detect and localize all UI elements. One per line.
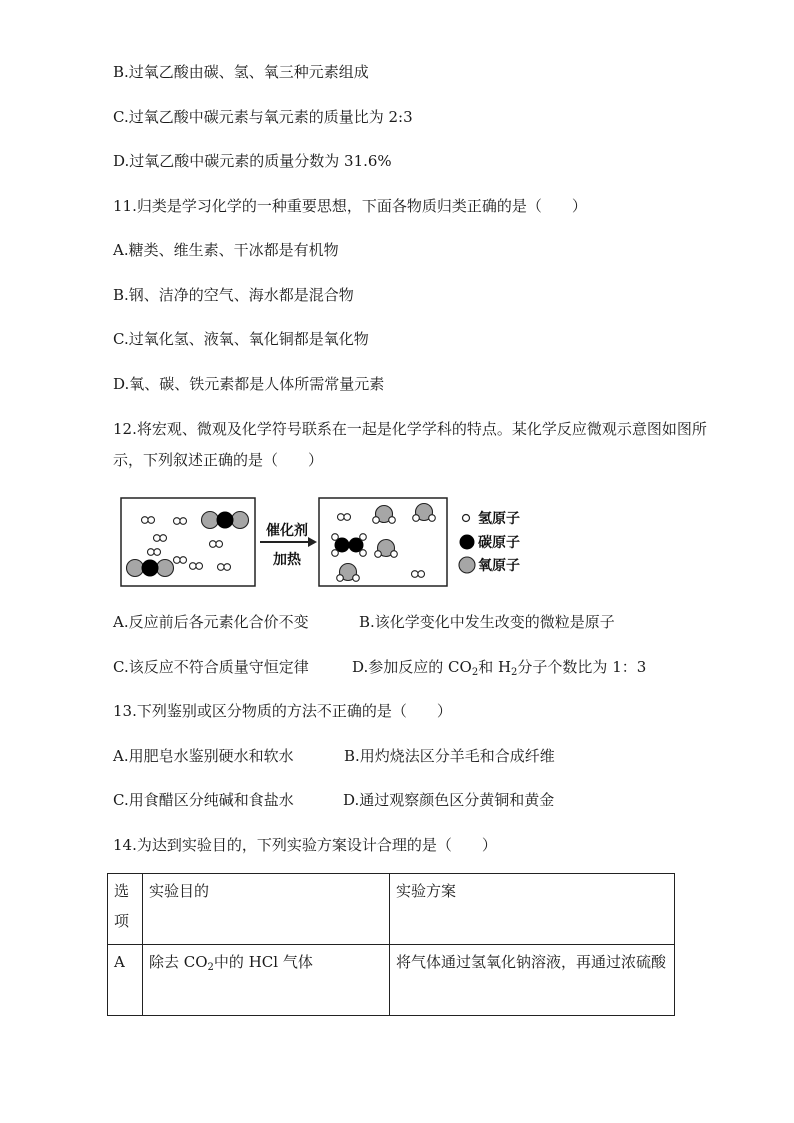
legend-hydrogen-icon	[463, 515, 470, 522]
table-row	[108, 945, 675, 1016]
q13-options-cd	[113, 789, 713, 811]
q12-option-a: A.反应前后各元素化合价不变	[113, 613, 309, 631]
q10-option-c: C.过氧乙酸中碳元素与氧元素的质量比为 2:3	[113, 108, 413, 126]
arrow-label-catalyst: 催化剂	[266, 523, 308, 539]
header-purpose: 实验目的	[143, 874, 390, 945]
q11-option-b: B.钢、洁净的空气、海水都是混合物	[113, 286, 354, 304]
row-a-purpose: 除去 $CO_2$中的 HCl 气体	[143, 945, 390, 1016]
q13-stem: 13.下列鉴别或区分物质的方法不正确的是（ ）	[113, 702, 452, 720]
arrow-label-heat: 加热	[273, 552, 301, 568]
q12-options-cd	[113, 656, 713, 678]
q10-option-b: B.过氧乙酸由碳、氢、氧三种元素组成	[113, 63, 369, 81]
q13-option-b: B.用灼烧法区分羊毛和合成纤维	[344, 747, 555, 765]
legend-carbon-icon	[460, 535, 475, 550]
q13-option-a: A.用肥皂水鉴别硬水和软水	[113, 747, 294, 765]
q10-option-d: D.过氧乙酸中碳元素的质量分数为 31.6%	[113, 152, 392, 170]
legend-oxygen-icon	[459, 557, 475, 573]
legend-hydrogen-label: 氢原子	[478, 511, 520, 527]
legend	[459, 510, 520, 574]
legend-carbon-label: 碳原子	[478, 535, 520, 551]
q13-options-ab	[113, 745, 713, 767]
reaction-diagram	[120, 496, 540, 590]
q11-option-c: C.过氧化氢、液氧、氧化铜都是氧化物	[113, 330, 369, 348]
experiment-table	[107, 873, 675, 1016]
legend-oxygen-label: 氧原子	[478, 558, 520, 574]
header-option: 选项	[108, 874, 143, 945]
q14-stem: 14.为达到实验目的，下列实验方案设计合理的是（ ）	[113, 836, 497, 854]
table-header-row	[108, 874, 675, 945]
q11-option-a: A.糖类、维生素、干冰都是有机物	[113, 241, 339, 259]
q13-option-c: C.用食醋区分纯碱和食盐水	[113, 791, 294, 809]
q12-options-ab	[113, 611, 713, 633]
q13-option-d: D.通过观察颜色区分黄铜和黄金	[343, 791, 555, 809]
q12-stem-line1: 12.将宏观、微观及化学符号联系在一起是化学学科的特点。某化学反应微观示意图如图所	[113, 420, 707, 438]
q12-option-d: D.参加反应的 $CO_2$和 $H_2$分子个数比为 1：3	[352, 658, 647, 678]
q11-stem: 11.归类是学习化学的一种重要思想，下面各物质归类正确的是（ ）	[113, 197, 587, 215]
q12-stem-line2: 示，下列叙述正确的是（ ）	[113, 451, 324, 469]
header-plan: 实验方案	[390, 874, 675, 945]
q12-option-b: B.该化学变化中发生改变的微粒是原子	[359, 613, 615, 631]
q12-option-c: C.该反应不符合质量守恒定律	[113, 658, 309, 676]
q11-option-d: D.氧、碳、铁元素都是人体所需常量元素	[113, 375, 385, 393]
row-a-plan: 将气体通过氢氧化钠溶液，再通过浓硫酸	[390, 945, 675, 1016]
row-a-option: A	[108, 945, 143, 1016]
